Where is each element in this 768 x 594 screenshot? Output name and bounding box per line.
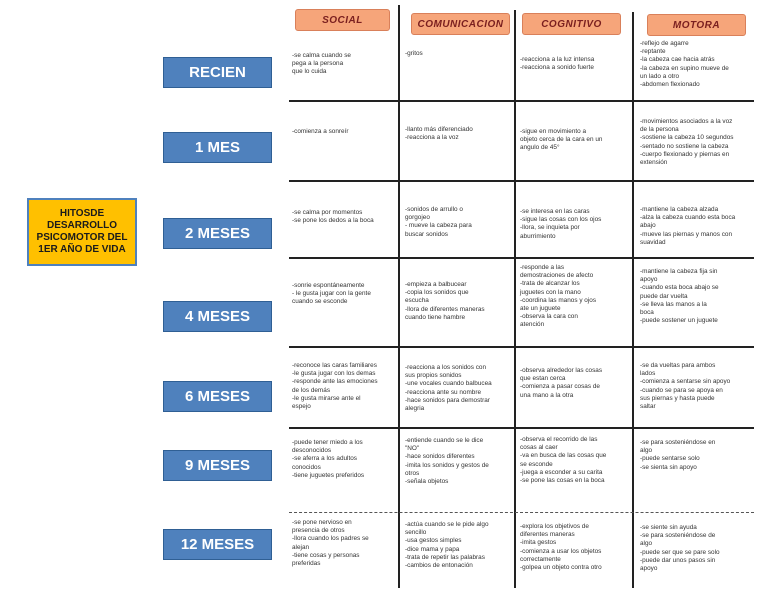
cell-line: -observa la cara con (520, 313, 578, 321)
cell-line: -mantiene la cabeza alzada (640, 206, 719, 213)
cell-line: escucha (405, 297, 429, 305)
cell-line: cuando tiene hambre (405, 313, 466, 321)
cell-line: atención (520, 321, 545, 329)
cell-line: lados (640, 370, 656, 378)
header-social: SOCIAL (295, 9, 390, 31)
cell-line: -se lleva las manos a la (640, 300, 707, 308)
cell-line: -va en busca de las cosas que (520, 452, 607, 460)
cell-line: alejan (292, 543, 310, 551)
cell-line: gorgojeo (405, 214, 430, 222)
cell-social-2 (292, 209, 394, 225)
cell-line: -se calma cuando se (292, 52, 351, 59)
cell-social-0 (292, 52, 394, 77)
cell-line: -se calma por momentos (292, 209, 363, 216)
cell-line: -cambios de entonación (405, 562, 473, 570)
cell-comunicacion-1 (405, 126, 510, 142)
cell-line: algo (640, 447, 653, 455)
cell-comunicacion-5 (405, 437, 510, 486)
cell-line: -llora cuando los padres se (292, 535, 369, 543)
chart-title: HITOSDE DESARROLLO PSICOMOTOR DEL 1ER AÑO DE VIDA (27, 198, 137, 266)
cell-line: -se interesa en las caras (520, 208, 590, 215)
cell-line: -reconoce las caras familiares (292, 362, 377, 369)
age-1-mes: 1 MES (163, 132, 272, 163)
cell-line: pega a la persona (292, 60, 344, 68)
cell-line: angulo de 45° (520, 144, 560, 152)
cell-line: -reflejo de agarre (640, 40, 689, 47)
cell-line: -trata de repetir las palabras (405, 553, 485, 561)
cell-comunicacion-2 (405, 206, 510, 239)
cell-line: -puede ser que se pare solo (640, 548, 720, 556)
cell-line: -se para sosteniéndose de (640, 532, 716, 540)
cell-line: - mueve la cabeza para (405, 222, 472, 230)
cell-line: -tiene cosas y personas (292, 551, 360, 559)
cell-line: espejo (292, 403, 311, 411)
cell-motora-1 (640, 118, 754, 167)
cell-line: -juega a esconder a su carita (520, 468, 603, 476)
cell-line: "NO" (405, 445, 420, 453)
cell-line: -reacciona a los sonidos con (405, 364, 486, 371)
cell-line: ate un juguete (520, 305, 561, 313)
cell-line: -copia los sonidos que (405, 289, 469, 297)
cell-line: -se pone los dedos a la boca (292, 217, 374, 225)
cell-line: -se siente sin ayuda (640, 524, 697, 531)
cell-line: -explora los objetivos de (520, 523, 589, 530)
cell-line: -señala objetos (405, 478, 449, 486)
cell-line: -la cabeza en supino mueve de (640, 64, 729, 72)
cell-line: demostraciones de afecto (520, 272, 594, 280)
cell-motora-0 (640, 40, 754, 89)
cell-cognitivo-1 (520, 128, 628, 153)
cell-line: -imita los sonidos y gestos de (405, 461, 489, 469)
cell-line: -empieza a balbucear (405, 281, 467, 288)
cell-line: de la persona (640, 126, 679, 134)
cell-social-6 (292, 519, 394, 568)
cell-social-1 (292, 128, 394, 136)
cell-line: -reptante (640, 48, 666, 56)
cell-cognitivo-5 (520, 436, 628, 485)
cell-line: -puede tener miedo a los (292, 439, 363, 446)
cell-line: se esconde (520, 460, 553, 468)
cell-line: -movimientos asociados a la voz (640, 118, 733, 125)
cell-line: que lo cuida (292, 68, 327, 76)
cell-line: algo (640, 540, 653, 548)
cell-line: objeto cerca de la cara en un (520, 136, 603, 144)
cell-line: - le gusta jugar con la gente (292, 290, 371, 298)
cell-line: -cuando esta boca abajo se (640, 284, 719, 292)
cell-line: preferidas (292, 560, 321, 568)
cell-line: -sigue en movimiento a (520, 128, 587, 135)
age-12-meses: 12 MESES (163, 529, 272, 560)
cell-line: -cuando se para se apoya en (640, 386, 723, 394)
cell-social-3 (292, 282, 394, 307)
cell-line: -comienza a usar los objetos (520, 547, 602, 555)
cell-line: puede dar vuelta (640, 292, 688, 300)
cell-cognitivo-2 (520, 208, 628, 241)
cell-line: -se sienta sin apoyo (640, 463, 697, 471)
cell-line: -mantiene la cabeza fija sin (640, 268, 718, 275)
grid-hline-2 (289, 180, 754, 182)
grid-vline-1 (398, 5, 400, 588)
cell-line: un lado a otro (640, 72, 680, 80)
cell-line: suavidad (640, 238, 666, 246)
cell-line: abajo (640, 222, 656, 230)
age-9-meses: 9 MESES (163, 450, 272, 481)
cell-motora-4 (640, 362, 754, 411)
cell-comunicacion-4 (405, 364, 510, 413)
cell-line: extensión (640, 159, 668, 167)
grid-dashed-line-1 (289, 512, 754, 513)
cell-line: -golpea un objeto contra otro (520, 564, 602, 572)
cell-line: -sostiene la cabeza 10 segundos (640, 134, 734, 142)
cell-line: -gritos (405, 50, 423, 57)
cell-line: sus propios sonidos (405, 372, 462, 380)
cell-line: -sigue las cosas con los ojos (520, 216, 602, 224)
cell-line: -hace sonidos para demostrar (405, 396, 490, 404)
cell-line: -puede dar unos pasos sin (640, 556, 716, 564)
grid-vline-3 (632, 12, 634, 588)
cell-line: -reacciona ante su nombre (405, 388, 482, 396)
cell-social-4 (292, 362, 394, 411)
cell-line: apoyo (640, 565, 658, 573)
cell-line: -sonidos de arrullo o (405, 206, 463, 213)
age-6-meses: 6 MESES (163, 381, 272, 412)
cell-comunicacion-3 (405, 281, 510, 322)
cell-line: -abdomen flexionado (640, 81, 700, 89)
cell-line: -le gusta mirarse ante el (292, 394, 361, 402)
grid-hline-1 (289, 100, 754, 102)
cell-line: -comienza a sentarse sin apoyo (640, 378, 731, 386)
cell-line: -se aferra a los adultos (292, 455, 358, 463)
cell-line: -observa alrededor las cosas (520, 367, 603, 374)
cell-line: -reacciona a sonido fuerte (520, 64, 594, 72)
cell-line: -tiene juguetes preferidos (292, 471, 365, 479)
header-motora: MOTORA (647, 14, 746, 36)
cell-line: -usa gestos simples (405, 537, 462, 545)
cell-line: correctamente (520, 555, 561, 563)
cell-line: -se pone las cosas en la boca (520, 477, 605, 485)
cell-line: desconocidos (292, 447, 332, 455)
cell-line: -comienza a sonreír (292, 128, 349, 135)
cell-line: -imita gestos (520, 539, 557, 547)
cell-line: -se da vueltas para ambos (640, 362, 716, 369)
cell-line: aburrimiento (520, 232, 556, 240)
grid-hline-5 (289, 427, 754, 429)
cell-cognitivo-4 (520, 367, 628, 400)
cell-line: -cuerpo flexionado y piernas en (640, 150, 730, 158)
cell-line: -sentado no sostiene la cabeza (640, 142, 729, 150)
header-comunicacion: COMUNICACION (411, 13, 510, 35)
grid-hline-3 (289, 257, 754, 259)
cell-comunicacion-6 (405, 521, 510, 570)
cell-line: alegria (405, 405, 425, 413)
cell-line: -le gusta jugar con los demas (292, 370, 376, 378)
cell-line: -reacciona a la luz intensa (520, 56, 595, 63)
cell-line: -trata de alcanzar los (520, 280, 580, 288)
grid-hline-4 (289, 346, 754, 348)
cell-line: buscar sonidos (405, 230, 448, 238)
cell-line: saltar (640, 403, 656, 411)
cell-line: -responde ante las emociones (292, 378, 378, 386)
cell-line: diferentes maneras (520, 531, 575, 539)
cell-line: sencillo (405, 529, 427, 537)
cell-line: -se pone nervioso en (292, 519, 352, 526)
cell-line: -hace sonidos diferentes (405, 453, 475, 461)
cell-social-5 (292, 439, 394, 480)
header-cognitivo: COGNITIVO (522, 13, 621, 35)
cell-line: -observa el recorrido de las (520, 436, 598, 443)
cell-line: sus piernas y hasta puede (640, 394, 715, 402)
age-4-meses: 4 MESES (163, 301, 272, 332)
cell-line: -la cabeza cae hacia atrás (640, 56, 715, 64)
cell-line: -responde a las (520, 264, 565, 271)
cell-line: -llora de diferentes maneras (405, 305, 485, 313)
cell-cognitivo-6 (520, 523, 628, 572)
cell-line: cuando se esconde (292, 298, 348, 306)
cell-line: -llora, se inquieta por (520, 224, 580, 232)
cell-line: -puede sentarse solo (640, 455, 700, 463)
cell-line: -puede sostener un juguete (640, 317, 718, 325)
cell-comunicacion-0 (405, 50, 510, 58)
cell-motora-2 (640, 206, 754, 247)
cell-line: -mueve las piernas y manos con (640, 230, 732, 238)
cell-line: cosas al caer (520, 444, 558, 452)
cell-line: -actúa cuando se le pide algo (405, 521, 489, 528)
cell-line: boca (640, 309, 654, 317)
age-recien: RECIEN (163, 57, 272, 88)
cell-line: -alza la cabeza cuando esta boca (640, 214, 736, 222)
cell-line: -entiende cuando se le dice (405, 437, 484, 444)
cell-cognitivo-3 (520, 264, 628, 330)
cell-line: -dice mama y papa (405, 545, 460, 553)
age-2-meses: 2 MESES (163, 218, 272, 249)
cell-line: presencia de otros (292, 527, 345, 535)
cell-motora-6 (640, 524, 754, 573)
cell-cognitivo-0 (520, 56, 628, 72)
grid-vline-2 (514, 10, 516, 588)
cell-line: -sonrie espontáneamente (292, 282, 365, 289)
cell-line: -comienza a pasar cosas de (520, 383, 600, 391)
cell-line: -coordina las manos y ojos (520, 296, 597, 304)
cell-line: una mano a la otra (520, 391, 574, 399)
cell-line: conocidos (292, 463, 321, 471)
cell-line: -reacciona a la voz (405, 134, 459, 142)
cell-line: otros (405, 469, 420, 477)
cell-line: -llanto más diferenciado (405, 126, 473, 133)
cell-line: -une vocales cuando balbucea (405, 380, 492, 388)
cell-line: -se para sosteniéndose en (640, 439, 716, 446)
cell-motora-5 (640, 439, 754, 472)
cell-line: apoyo (640, 276, 658, 284)
cell-line: que estan cerca (520, 375, 566, 383)
cell-motora-3 (640, 268, 754, 325)
cell-line: de los demás (292, 386, 331, 394)
cell-line: juguetes con la mano (520, 288, 581, 296)
